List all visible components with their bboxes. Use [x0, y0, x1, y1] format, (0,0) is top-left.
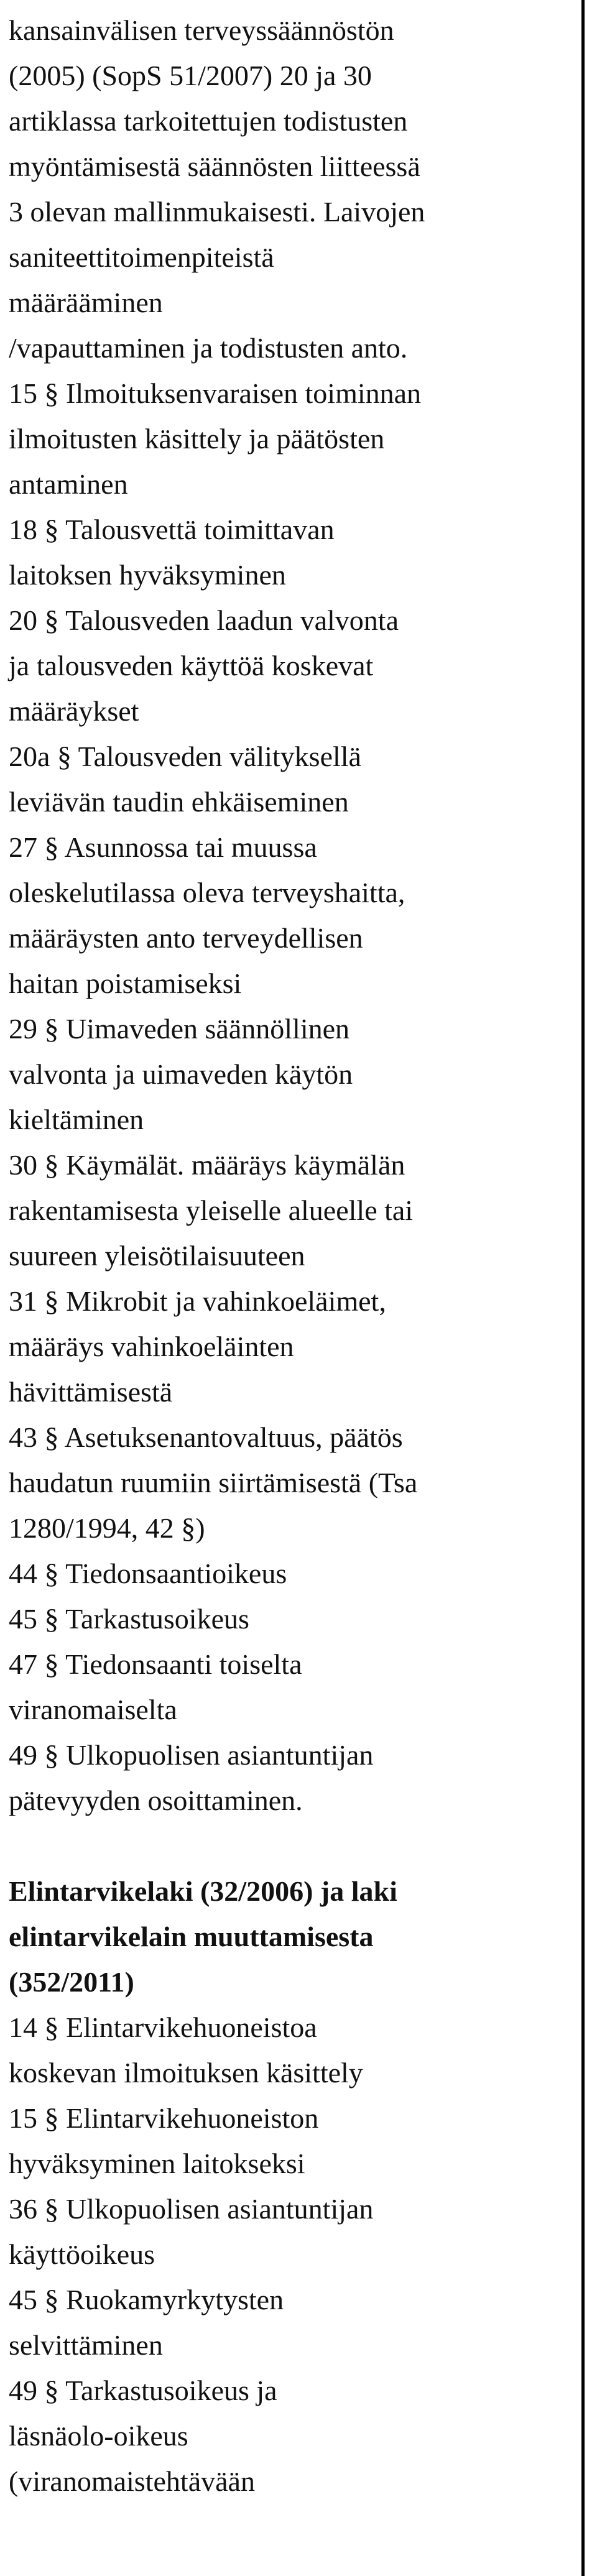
food-act-sections [9, 2005, 572, 2504]
food-act-heading [9, 1868, 572, 2005]
section-line: 14 § Elintarvikehuoneistoa [9, 2011, 317, 2043]
text-column [9, 7, 572, 2504]
heading-line: Elintarvikelaki (32/2006) ja laki [9, 1875, 397, 1907]
section-line: 45 § Tarkastusoikeus [9, 1603, 249, 1635]
heading-line: (352/2011) [9, 1966, 134, 1998]
section-line: koskevan ilmoituksen käsittely [9, 2057, 363, 2089]
section-line: 47 § Tiedonsaanti toiselta [9, 1648, 302, 1680]
intro-line: määrääminen [9, 287, 163, 318]
section-line: 45 § Ruokamyrkytysten [9, 2284, 284, 2315]
section-line: 29 § Uimaveden säännöllinen [9, 1013, 350, 1045]
section-line: 15 § Ilmoituksenvaraisen toiminnan [9, 377, 422, 409]
intro-line: saniteettitoimenpiteistä [9, 241, 274, 273]
table-column-border [581, 0, 585, 2576]
section-line: pätevyyden osoittaminen. [9, 1784, 303, 1816]
intro-line: (2005) (SopS 51/2007) 20 ja 30 [9, 60, 372, 91]
section-line: hävittämisestä [9, 1376, 173, 1408]
health-protection-sections [9, 371, 572, 1823]
section-line: 49 § Ulkopuolisen asiantuntijan [9, 1739, 374, 1771]
section-line: määräysten anto terveydellisen [9, 922, 363, 954]
section-line: oleskelutilassa oleva terveyshaitta, [9, 877, 405, 908]
section-line: 44 § Tiedonsaantioikeus [9, 1558, 287, 1589]
paragraph-gap [9, 1823, 572, 1868]
section-line: läsnäolo-oikeus [9, 2420, 188, 2452]
section-line: 43 § Asetuksenantovaltuus, päätös [9, 1421, 403, 1453]
section-line: viranomaiselta [9, 1694, 177, 1725]
section-line: 36 § Ulkopuolisen asiantuntijan [9, 2193, 374, 2225]
section-line: 18 § Talousvettä toimittavan [9, 514, 335, 545]
section-line: 27 § Asunnossa tai muussa [9, 831, 317, 863]
section-line: haudatun ruumiin siirtämisestä (Tsa [9, 1467, 418, 1498]
intro-line: myöntämisestä säännösten liitteessä [9, 150, 420, 182]
intro-line: 3 olevan mallinmukaisesti. Laivojen [9, 196, 425, 228]
section-line: valvonta ja uimaveden käytön [9, 1058, 353, 1090]
section-line: 49 § Tarkastusoikeus ja [9, 2375, 277, 2406]
section-line: 15 § Elintarvikehuoneiston [9, 2102, 319, 2134]
section-line: 1280/1994, 42 §) [9, 1512, 205, 1544]
section-line: suureen yleisötilaisuuteen [9, 1240, 305, 1272]
section-line: määräykset [9, 695, 139, 727]
section-line: hyväksyminen laitokseksi [9, 2148, 305, 2179]
intro-paragraph [9, 7, 572, 371]
section-line: ja talousveden käyttöä koskevat [9, 650, 374, 681]
section-line: haitan poistamiseksi [9, 967, 242, 999]
section-line: selvittäminen [9, 2329, 163, 2361]
section-line: rakentamisesta yleiselle alueelle tai [9, 1194, 414, 1226]
section-line: kieltäminen [9, 1104, 144, 1135]
section-line: 31 § Mikrobit ja vahinkoeläimet, [9, 1285, 386, 1317]
section-line: 20a § Talousveden välityksellä [9, 741, 361, 772]
intro-line: kansainvälisen terveyssäännöstön [9, 14, 394, 46]
section-line: antaminen [9, 468, 128, 500]
heading-line: elintarvikelain muuttamisesta [9, 1921, 374, 1952]
section-line: leviävän taudin ehkäiseminen [9, 786, 349, 818]
intro-line: artiklassa tarkoitettujen todistusten [9, 105, 408, 137]
section-line: määräys vahinkoeläinten [9, 1331, 294, 1362]
section-line: 20 § Talousveden laadun valvonta [9, 604, 399, 636]
intro-line: /vapauttaminen ja todistusten anto. [9, 332, 408, 364]
section-line: laitoksen hyväksyminen [9, 559, 286, 591]
section-line: ilmoitusten käsittely ja päätösten [9, 423, 385, 455]
section-line: käyttöoikeus [9, 2238, 155, 2270]
section-line: 30 § Käymälät. määräys käymälän [9, 1149, 405, 1181]
section-line: (viranomaistehtävään [9, 2465, 255, 2497]
